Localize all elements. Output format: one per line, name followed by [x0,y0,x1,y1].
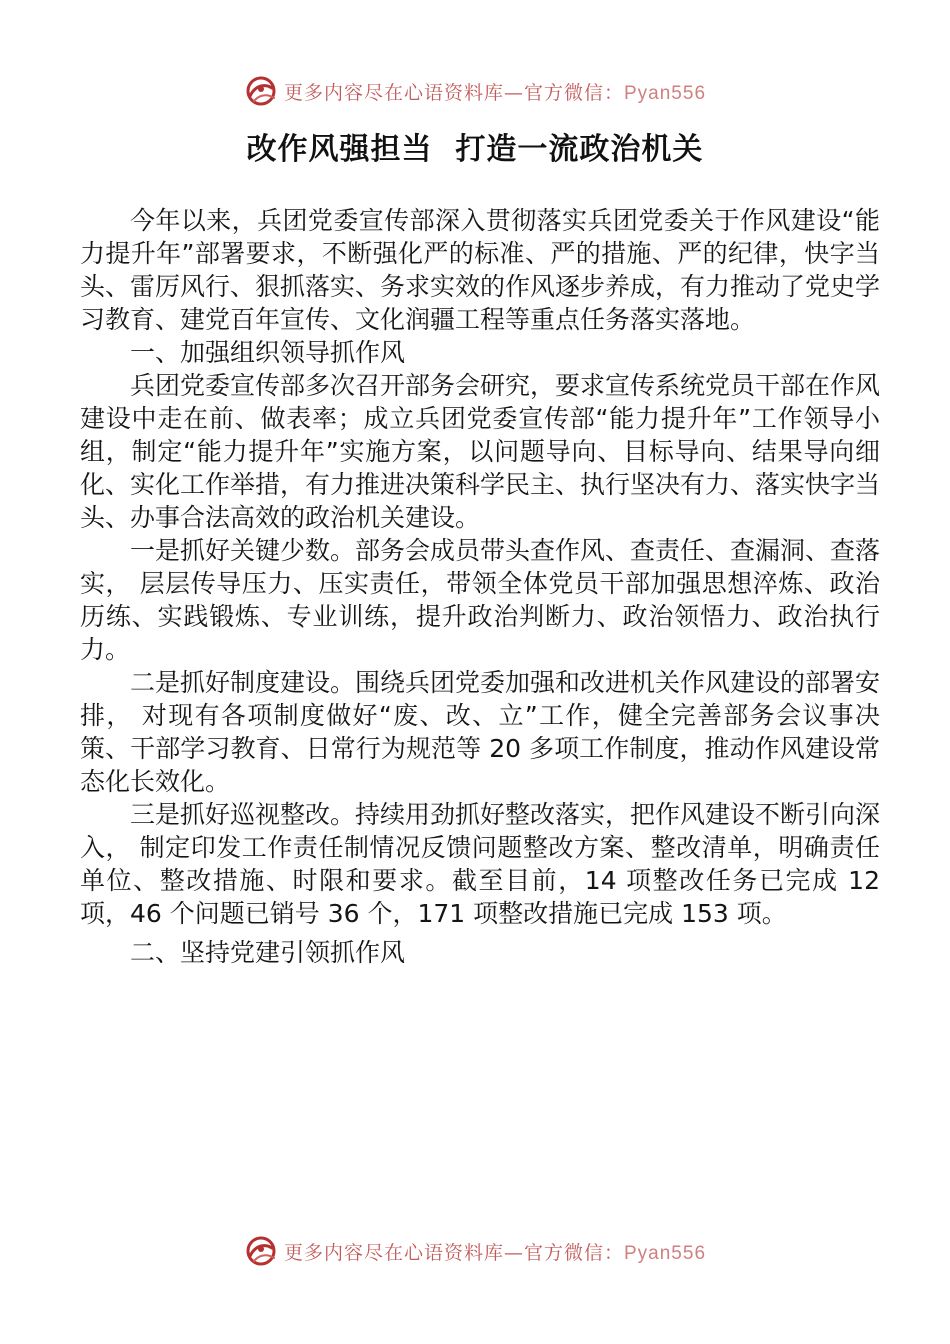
watermark-text [284,1238,706,1265]
section-heading-2: 二、坚持党建引领抓作风 [130,938,406,967]
watermark-wechat-id: Pyan556 [624,1242,707,1264]
intro-paragraph: 今年以来，兵团党委宣传部深入贯彻落实兵团党委关于作风建设“能力提升年”部署要求，不断强化严的标准、严的措施、严的纪律，快字当头、雷厉风行、狠抓落实、务求实效的作风逐步养成，有力推动了党史学习教育、建党百年宣传、文化润疆工程等重点任务落实落地。 [80,206,881,334]
point-1-paragraph: 一是抓好关键少数。部务会成员带头查作风、查责任、查漏洞、查落实， 层层传导压力、压实责任，带领全体党员干部加强思想淬炼、政治历练、实践锻炼、专业训练，提升政治判断力、政治领悟力、政治执行力。 [80,536,881,664]
watermark-text [284,78,706,105]
section-1-paragraph: 兵团党委宣传部多次召开部务会研究，要求宣传系统党员干部在作风建设中走在前、做表率；成立兵团党委宣传部“能力提升年”工作领导小组，制定“能力提升年”实施方案，以问题导向、目标导向、结果导向细化、实化工作举措，有力推进决策科学民主、执行坚决有力、落实快字当头、办事合法高效的政治机关建设。 [80,371,881,532]
header-watermark [0,74,950,108]
footer-watermark [0,1234,950,1268]
document-body [80,204,880,969]
document-title: 改作风强担当 打造一流政治机关 [246,132,704,167]
watermark-text-cn: 更多内容尽在心语资料库—官方微信： [283,81,624,104]
red-swirl-logo-icon [244,74,278,108]
point-3-paragraph: 三是抓好巡视整改。持续用劲抓好整改落实，把作风建设不断引向深入， 制定印发工作责任制情况反馈问题整改方案、整改清单，明确责任单位、整改措施、时限和要求。截至目前，14 项整改任务已完成 12 项，46 个问题已销号 36 个，171 项整改措施已完成 153 项。 [80,800,881,928]
section-heading-1: 一、加强组织领导抓作风 [130,338,406,367]
watermark-text-cn: 更多内容尽在心语资料库—官方微信： [283,1241,624,1264]
point-2-paragraph: 二是抓好制度建设。围绕兵团党委加强和改进机关作风建设的部署安排， 对现有各项制度做好“废、改、立”工作，健全完善部务会议事决策、干部学习教育、日常行为规范等 20 多项工作制度，推动作风建设常态化长效化。 [80,668,881,796]
red-swirl-logo-icon [244,1234,278,1268]
watermark-wechat-id: Pyan556 [624,82,707,104]
